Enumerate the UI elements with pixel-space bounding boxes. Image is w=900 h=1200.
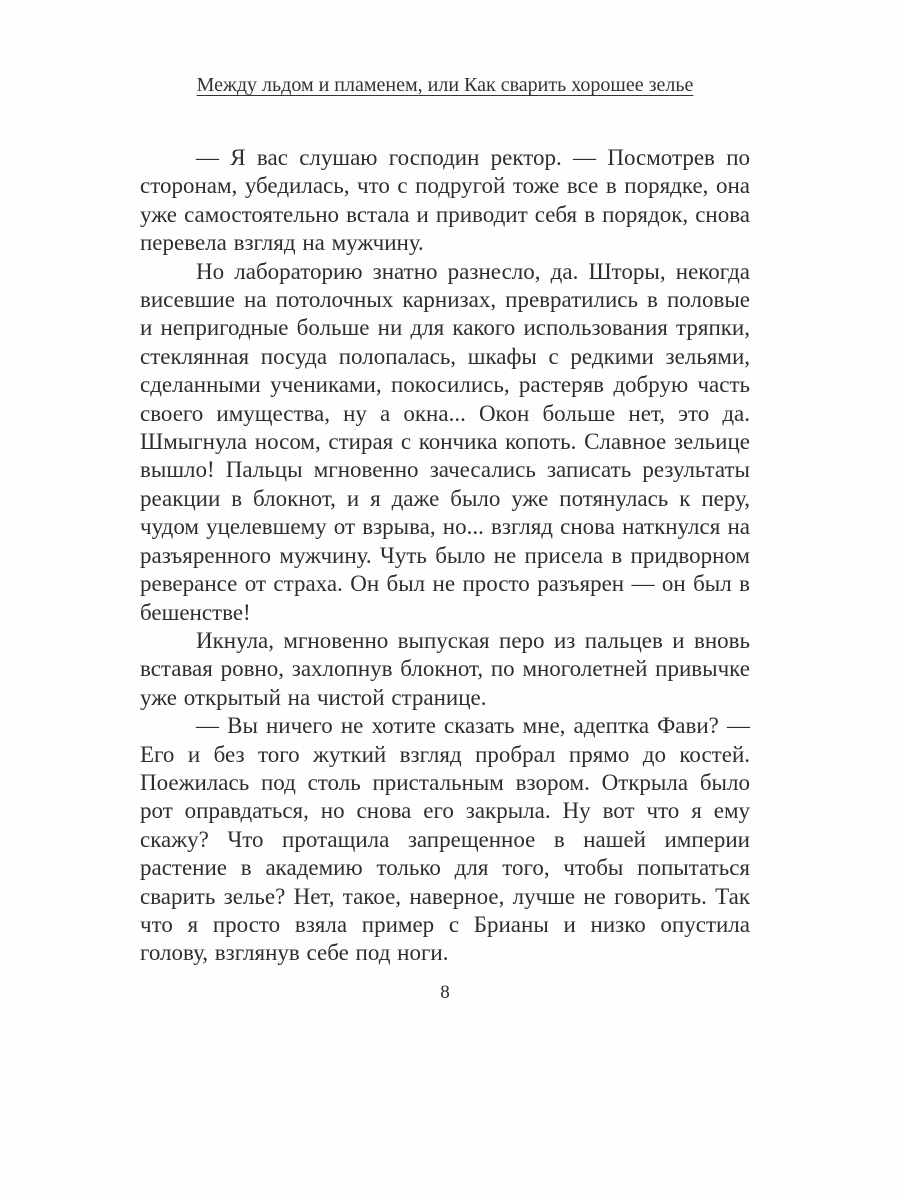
page-body <box>140 144 750 968</box>
paragraph-dialogue-favi: — Вы ничего не хотите сказать мне, адептка Фави? — Его и без того жуткий взгляд пробрал прямо до костей. Поежилась под столь пристальным взором. Открыла было рот оправдаться, но снова его закрыла. Ну вот что я ему скажу? Что протащила запрещенное в нашей империи растение в академию только для того, чтобы попытаться сварить зелье? Нет, такое, наверное, лучше не говорить. Так что я просто взяла пример с Брианы и низко опустила голову, взглянув себе под ноги. <box>140 713 750 966</box>
paragraph-notebook: Икнула, мгновенно выпуская перо из пальцев и вновь вставая ровно, захлопнув блокнот, по многолетней привычке уже открытый на чистой странице. <box>140 627 750 710</box>
paragraph-lab-destruction: Но лабораторию знатно разнесло, да. Шторы, некогда висевшие на потолочных карнизах, превратились в половые и непригодные больше ни для какого использования тряпки, стеклянная посуда полопалась, шкафы с редкими зельями, сделанными учениками, покосились, растеряв добрую часть своего имущества, ну а окна... Окон больше нет, это да. Шмыгнула носом, стирая с кончика копоть. Славное зельице вышло! Пальцы мгновенно зачесались записать результаты реакции в блокнот, и я даже было уже потянулась к перу, чудом уцелевшему от взрыва, но... взгляд снова наткнулся на разъяренного мужчину. Чуть было не присела в придворном реверансе от страха. Он был не просто разъярен — он был в бешенстве! <box>140 258 750 625</box>
paragraph-dialogue-rector: — Я вас слушаю господин ректор. — Посмотрев по сторонам, убедилась, что с подругой тоже все в порядке, она уже самостоятельно встала и приводит себя в порядок, снова перевела взгляд на мужчину. <box>140 145 750 256</box>
running-header-title: Между льдом и пламенем, или Как сварить хорошее зелье <box>196 74 694 96</box>
page-number: 8 <box>440 981 450 1003</box>
